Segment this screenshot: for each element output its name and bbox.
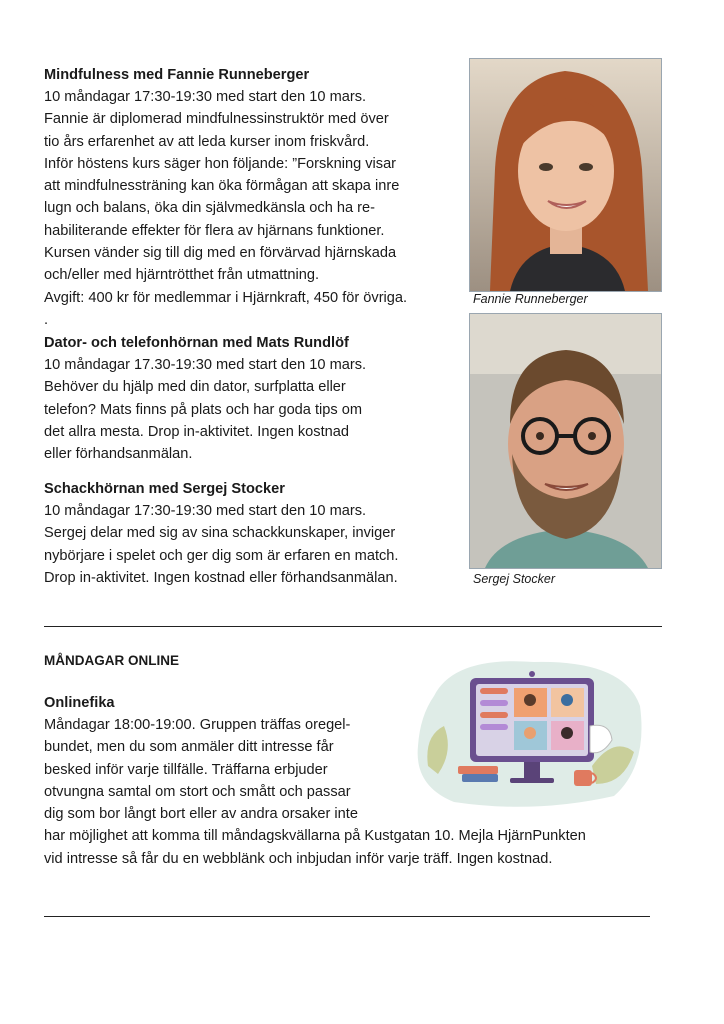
text-line: nybörjare i spelet och ger dig som är erfaren en match. xyxy=(44,547,399,564)
mindfulness-body xyxy=(44,86,407,331)
text-line: Behöver du hjälp med din dator, surfplatta eller xyxy=(44,379,346,396)
text-line: bundet, men du som anmäler ditt intresse får xyxy=(44,739,334,756)
schack-title: Schackhörnan med Sergej Stocker xyxy=(44,481,285,497)
dator-title: Dator- och telefonhörnan med Mats Rundlöf xyxy=(44,335,349,351)
divider xyxy=(44,916,650,917)
text-line: Kursen vänder sig till dig med en förvärvad hjärnskada xyxy=(44,245,397,262)
fannie-photo xyxy=(469,58,662,292)
text-line: Avgift: 400 kr för medlemmar i Hjärnkraft, 450 för övriga. xyxy=(44,289,408,306)
text-line: besked inför varje tillfälle. Träffarna erbjuder xyxy=(44,761,328,778)
text-line: och/eller med hjärntrötthet från utmattning. xyxy=(44,267,319,284)
text-line: 10 måndagar 17:30-19:30 med start den 10 mars. xyxy=(44,503,367,519)
text-line: eller förhandsanmälan. xyxy=(44,446,193,463)
onlinefika-title: Onlinefika xyxy=(44,695,115,711)
text-line: habiliterande effekter för flera av hjärnans funktioner. xyxy=(44,222,385,239)
video-call-monitor-illustration-icon xyxy=(414,656,644,808)
sergej-caption: Sergej Stocker xyxy=(473,572,555,586)
text-line: 10 måndagar 17:30-19:30 med start den 10 mars. xyxy=(44,89,367,105)
text-line: tio års erfarenhet av att leda kurser inom friskvård. xyxy=(44,133,370,150)
text-line: Inför höstens kurs säger hon följande: ”Forskning visar xyxy=(44,155,397,172)
text-line: dig som bor långt bort eller av andra orsaker inte xyxy=(44,806,358,823)
text-line: otvungna samtal om stort och smått och passar xyxy=(44,783,351,800)
text-line: Drop in-aktivitet. Ingen kostnad eller förhandsanmälan. xyxy=(44,569,398,586)
sergej-photo xyxy=(469,313,662,569)
text-line: Fannie är diplomerad mindfulnessinstruktör med över xyxy=(44,111,389,128)
divider xyxy=(44,626,662,627)
mindfulness-title: Mindfulness med Fannie Runneberger xyxy=(44,67,310,83)
text-line: telefon? Mats finns på plats och har goda tips om xyxy=(44,401,363,418)
text-line: att mindfulnessträning kan öka förmågan att skapa inre xyxy=(44,178,400,195)
text-line: Måndagar 18:00-19:00. Gruppen träffas oregel- xyxy=(44,717,351,733)
schack-body xyxy=(44,500,398,589)
text-line: det allra mesta. Drop in-aktivitet. Ingen kostnad xyxy=(44,423,350,440)
text-line: vid intresse så får du en webblänk och inbjudan inför varje träff. Ingen kostnad. xyxy=(44,850,553,867)
text-line: har möjlighet att komma till måndagskvällarna på Kustgatan 10. Mejla HjärnPunkten xyxy=(44,828,586,845)
text-line: . xyxy=(44,311,49,328)
text-line: Sergej delar med sig av sina schackkunskaper, inviger xyxy=(44,525,396,542)
dator-body xyxy=(44,354,366,465)
fannie-caption: Fannie Runneberger xyxy=(473,292,588,306)
online-heading: MÅNDAGAR ONLINE xyxy=(44,653,179,668)
text-line: lugn och balans, öka din självmedkänsla och ha re- xyxy=(44,200,375,217)
text-line: 10 måndagar 17.30-19:30 med start den 10 mars. xyxy=(44,357,367,373)
